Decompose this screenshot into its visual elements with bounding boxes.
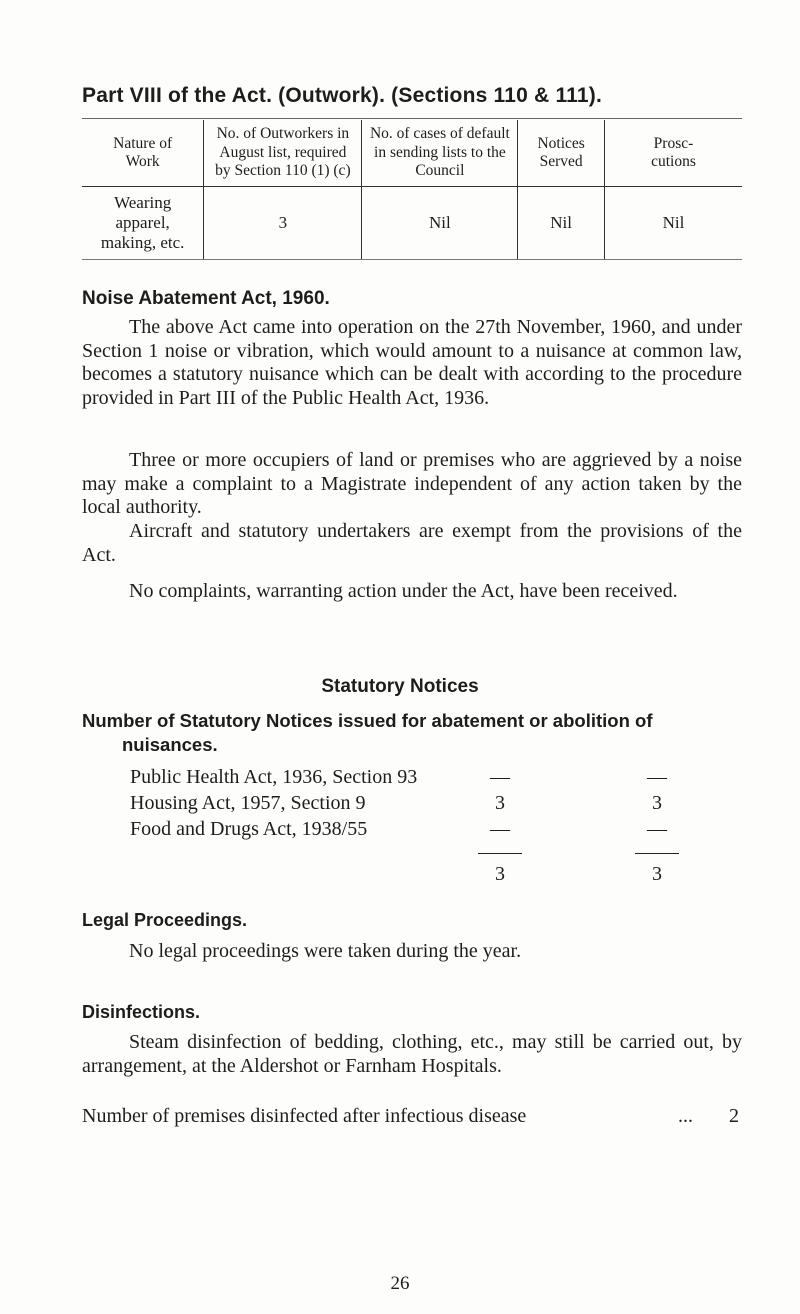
table-header-row (82, 120, 742, 187)
table-top-rule (82, 118, 742, 119)
list-item-value-b: 3 (652, 792, 662, 814)
list-item-value-a: — (490, 818, 510, 840)
noise-heading: Noise Abatement Act, 1960. (82, 288, 330, 309)
cell-defaults: Nil (362, 187, 518, 260)
list-item: Public Health Act, 1936, Section 93 (130, 766, 418, 788)
header-outworkers: No. of Outworkers in August list, required by Section 110 (1) (c) (204, 120, 362, 187)
page-title: Part VIII of the Act. (Outwork). (Sections 110 & 111). (82, 84, 602, 107)
cell-prosecutions: Nil (604, 187, 742, 260)
list-item-value-b: — (647, 818, 667, 840)
legal-heading: Legal Proceedings. (82, 910, 248, 930)
noise-paragraph-4: No complaints, warranting action under the Act, have been received. (129, 580, 678, 602)
list-item: Food and Drugs Act, 1938/55 (130, 818, 368, 840)
outwork-table (82, 120, 742, 260)
cell-outworkers: 3 (204, 187, 362, 260)
disinfected-premises-label: Number of premises disinfected after infectious disease (82, 1105, 527, 1127)
cell-nature: Wearing apparel, making, etc. (82, 187, 204, 260)
header-notices-served: Notices Served (518, 120, 605, 187)
disinfections-heading: Disinfections. (82, 1002, 201, 1022)
total-value-a: 3 (495, 863, 505, 885)
list-item-value-a: — (490, 766, 510, 788)
noise-paragraph-2: Three or more occupiers of land or premises who are aggrieved by a noise may make a complaint to a Magistrate independent of any action taken by the local authority. (82, 449, 742, 518)
leader-dots: ... (678, 1105, 693, 1127)
statutory-subheading: Number of Statutory Notices issued for abatement or abolition of (82, 710, 653, 731)
disinfections-paragraph: Steam disinfection of bedding, clothing, etc., may still be carried out, by arrangement, at the Aldershot or Farnham Hospitals. (82, 1031, 742, 1077)
list-item-value-b: — (647, 766, 667, 788)
table-row (82, 187, 742, 260)
statutory-heading: Statutory Notices (321, 676, 479, 697)
list-item-value-a: 3 (495, 792, 505, 814)
total-rule-a (478, 853, 522, 854)
total-value-b: 3 (652, 863, 662, 885)
noise-paragraph-1: The above Act came into operation on the 27th November, 1960, and under Section 1 noise or vibration, which would amount to a nuisance at common law, becomes a statutory nuisance which can be dealt with according to the procedure provided in Part III of the Public Health Act, 1936. (82, 316, 742, 409)
noise-paragraph-3: Aircraft and statutory undertakers are exempt from the provisions of the Act. (82, 520, 742, 566)
cell-notices: Nil (518, 187, 605, 260)
page-number: 26 (390, 1273, 410, 1294)
statutory-subheading-cont: nuisances. (122, 734, 218, 755)
legal-text: No legal proceedings were taken during the year. (129, 940, 522, 962)
header-prosecutions: Prosc- cutions (604, 120, 742, 187)
header-nature-of-work: Nature of Work (82, 120, 204, 187)
header-cases-of-default: No. of cases of default in sending lists to the Council (362, 120, 518, 187)
disinfected-premises-count: 2 (729, 1105, 739, 1127)
total-rule-b (635, 853, 679, 854)
list-item: Housing Act, 1957, Section 9 (130, 792, 366, 814)
